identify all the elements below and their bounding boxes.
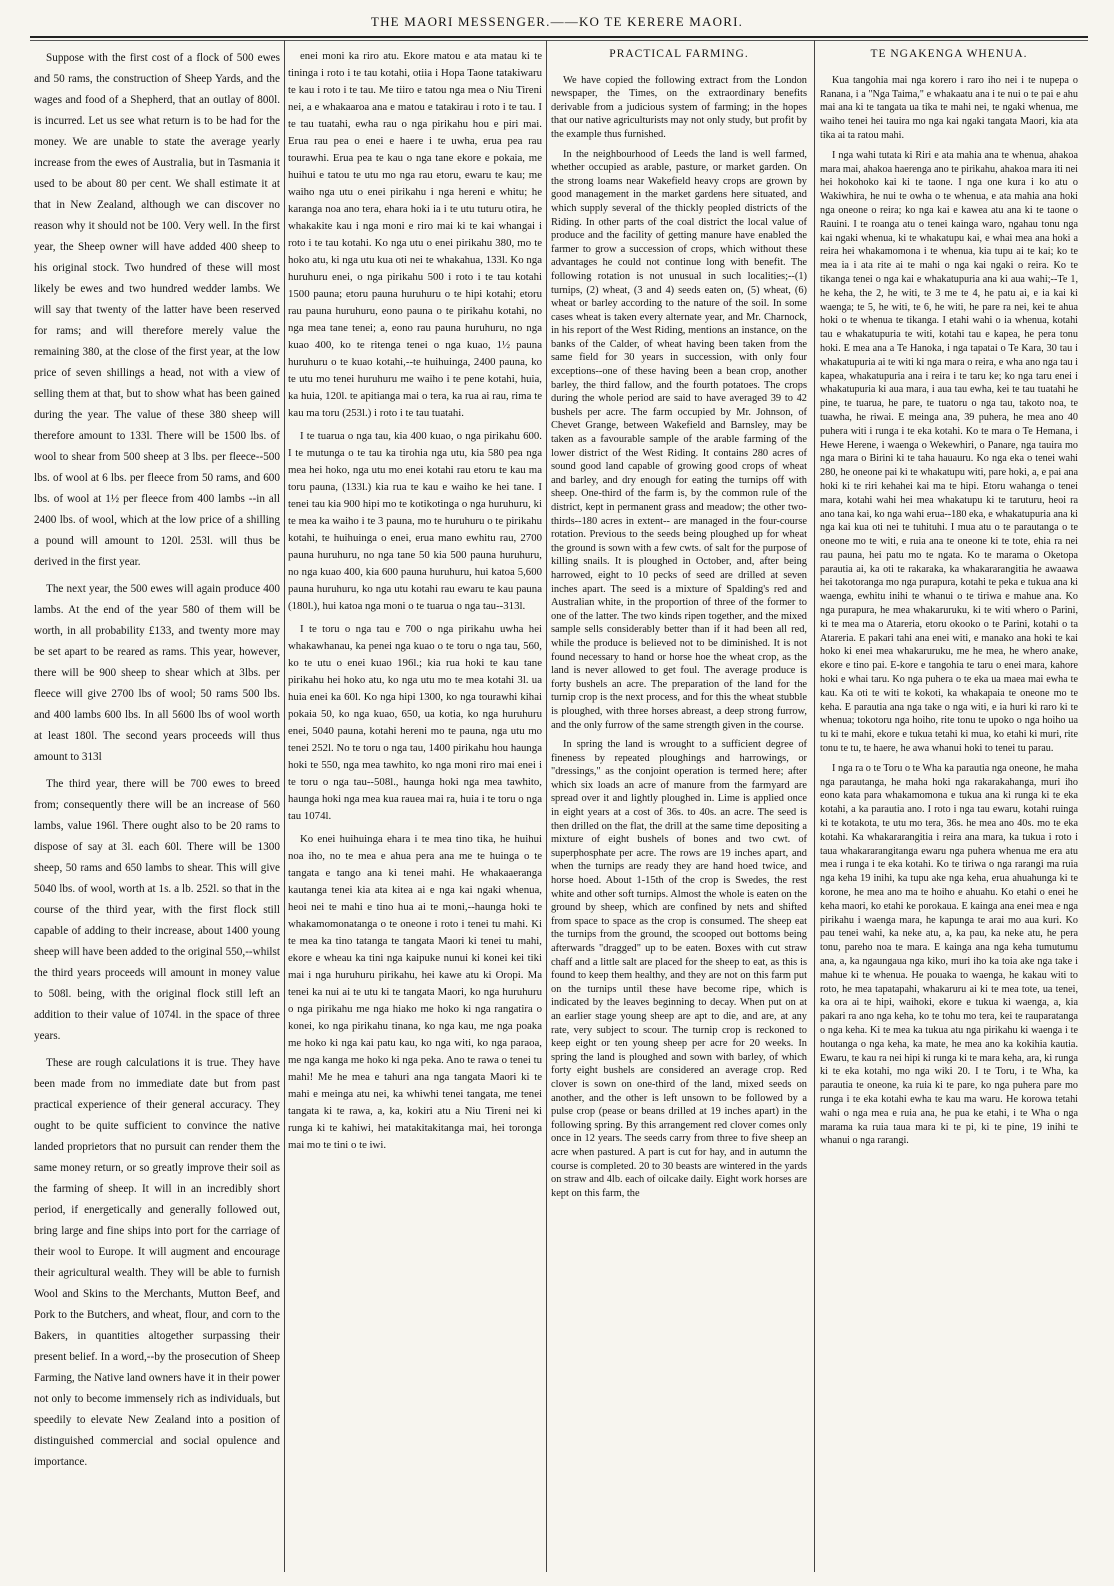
column-sheep-farming-maori: [288, 48, 542, 1572]
paragraph: I te toru o nga tau e 700 o nga pirikahu uwha hei whakawhanau, ka penei nga kuao o te toru o nga tau, 560, ko te utu o enei kuao 196l.; kia rua hoki te kau tane pirikahu hei hoko atu, ko nga utu mo te mea kotahi 3l. ua huia enei ka 60l. Ko nga hipi 1300, ko nga tourawhi kihai pokaia 50, ko nga kuao, 650, ua kotia, ko nga huruhuru enei, 5040 pauna, kotahi hereni mo te pauna, nga utu mo tenei 252l. No te toru o nga tau, 1400 pirikahu hou haunga hoki te 550, nga mea tawhito, ko nga moni riro mai enei i te toru o nga tau--508l., haunga hoki nga mea tawhito, haunga hoki nga mea kua rauea mai ra, huia i te toru o nga tau 1074l.: [288, 623, 542, 822]
column-divider: [814, 40, 815, 1572]
masthead-rule-thin: [30, 40, 1088, 41]
paragraph: The third year, there will be 700 ewes to breed from; consequently there will be an increase of 560 lambs, value 196l. There ought also to be 20 rams to dispose of say at 3l. each 60l. There will be 1300 sheep, 50 rams and 650 lambs to shear. This will give 5040 lbs. of wool, worth at 1s. a lb. 252l. so that in the course of the third year, with the first flock still capable of adding to their increase, about 1400 young sheep will have been added to the original 550,--whilst the third years proceeds will amount in money value to 508l. being, with the original flock still left an addition to their value of 1074l. in the space of three years.: [34, 778, 280, 1042]
masthead-rule: [30, 36, 1088, 38]
article-heading: TE NGAKENGA WHENUA.: [870, 48, 1028, 60]
column-practical-farming: [551, 48, 807, 1572]
paragraph: I nga ra o te Toru o te Wha ka parautia nga oneone, he maha nga parautanga, he maha hoki nga rakarakahanga, muri iho eono kata para whakamomona e tukua ana ki runga ki te eka kotahi, a ka parautia ano. I roto i nga tau ewaru, kotahi ruinga ki te kotakota, te utu mo tera, 36s. he mea ano 40s. mo te eka kotahi. Ka whakararangitia i reira ana mara, ka tukua i roto i taua whakararangitanga ewaru nga puhera whenua me era atu mea i runga i te eka kotahi. Ko te tiriwa o nga rarangi ma ruia nga keha 19 inihi, ka tupu ake nga keha, erua ahuahunga ki te korone, he mea ano ma te hoiho e ahuahu. Ko etahi o enei he keha maori, ko etahi ke porokaua. E kainga ana enei mea e nga pirikahu i waenga mara, he kapunga te arai mo aua kuri. Ko pau tenei wahi, ka neke atu, a, ka pau, ka neke atu, he pera tonu, pareho noa te mara. E kainga ana nga keha tumutumu ana, a, ka ngaungaua nga kiko, muri iho ka toia ake nga take i mahue ki te whenua. He pouaka to waenga, he kakau witi to roto, he mea tapatapahi, whakaruru ai ki te mea tote, ua tenei, ka ora ai te hipi, waihoki, ekore e tukua ki waenga, a, kia pakari ra ano nga keha, ko te tohu mo tera, kei te rauparatanga o nga keha. Ki te mea ka tukua atu nga pirikahu ki waenga i te houtanga o nga keha, ka mate, he mea ano ka kokihia kautia. Ewaru, te kau ra nei hipi ki runga ki te mara keha, ara, ki runga ki te eka kotahi, mo nga wiki 20. I te Toru, i te Wha, ka parautia te oneone, ka ruia ki te pare, ko nga puhera pare mo runga i te eka kotahi ewha te kau ma waru. He korowa tetahi wahi o nga mea e ruia ana, he pua ke etahi, i te Wha o nga marama ka ruia taua mara ki te pi, ki te pine, 19 inihi te whanui o nga rarangi.: [820, 762, 1078, 1147]
paragraph: enei moni ka riro atu. Ekore matou e ata matau ki te tininga i roto i te tau kotahi, otiia i Hopa Taone tatakiwaru te kau i roto i te tau. Me tiiro e tatou nga mea o Niu Tireni nei, a e whakaaroa ana e matou e tatakirau i roto i te tau. I te tau tuatahi, ewha rau o nga pirikahu hou e piri mai. Erua rau pea o enei e haere i te uwha, erua pea rau tourawhi. Erua pea te kau o nga tane ekore e pokaia, me huihui e tatou te utu mo nga rau etoru, ewaru te kau; me waiho nga utu o enei pirikahu i nga hereni e whitu; he karanga noa ano tera, ehara hoki ia i te utu tuturu otira, he whakakite kau i nga moni e riro mai ki te kai whangai i roto i te tau kotahi. Ko nga utu o enei pirikahu 380, mo te hoko atu, ki nga utu kua oti nei te whakahua, 133l. Ko nga huruhuru enei, o nga pirikahu 500 i roto i te tau kotahi 1500 pauna; etoru pauna huruhuru o te hipi kotahi; etoru rau pauna huruhuru, eono pauna o te pirikahu kotahi, no nga mea tane tenei; a, eono rau pauna huruhuru, no nga kuao 400, ko te ritenga tenei o nga kuao, 1½ pauna huruhuru o te kuao kotahi,--te huihuinga, 2400 pauna, ko te utu mo tenei huruhuru me waiho i te pene kotahi, huia, ka huia, 120l. te apitianga mai o tera, ka rua ai rau, rima te kau ma toru (253l.) i roto i te tau tuatahi.: [288, 50, 542, 419]
paragraph: We have copied the following extract from the London newspaper, the Times, on the extraordinary benefits derivable from a judicious system of farming; in the hopes that our native agriculturists may not only study, but profit by the example thus furnished.: [551, 74, 807, 140]
paragraph: Kua tangohia mai nga korero i raro iho nei i te nupepa o Ranana, i a "Nga Taima," e whakaatu ana i te nui o te pai e ahu mai ana ki te tangata ua tika te mahi nei, te ngaki whenua, me waiho tenei hei tauira mo nga kai ngaki tangata Maori, kia ata tika ai ta ratou mahi.: [820, 74, 1078, 141]
paragraph: The next year, the 500 ewes will again produce 400 lambs. At the end of the year 580 of them will be worth, in all probability £133, and twenty more may be set apart to be reared as rams. This year, however, there will be 900 sheep to shear which at 3lbs. per fleece will give 2700 lbs of wool; 50 rams 500 lbs. and 400 lambs 600 lbs. In all 5600 lbs of wool worth at least 180l. The second years proceeds will thus amount to 313l: [34, 583, 280, 763]
column-divider: [546, 40, 547, 1572]
paragraph: Suppose with the first cost of a flock of 500 ewes and 50 rams, the construction of Sheep Yards, and the wages and food of a Shepherd, that an outlay of 800l. is incurred. Let us see what return is to be had for the money. We are unable to state the average yearly increase from the ewes of Australia, but in Tasmania it used to be about 80 per cent. We shall estimate it at that in New Zealand, although we can discover no reason why it should not be 100. Very well. In the first year, the Sheep owner will have added 400 sheep to his original stock. Two hundred of these will most likely be ewes and two hundred wedder lambs. We will say that twenty of the latter have been reserved for rams; and will therefore merely value the remaining 380, at the close of the first year, at the low price of seven shillings a head, not with a view of selling them at that, but to show what has been gained during the year. The value of these 380 sheep will therefore amount to 133l. There will be 1500 lbs. of wool to shear from 500 sheep at 3 lbs. per fleece--500 lbs. of wool at 6 lbs. per fleece from 50 rams, and 600 lbs. of wool at 1½ per fleece from 400 lambs --in all 2400 lbs. of wool, which at the low price of a shilling a pound will amount to 120l. 253l. will thus be derived in the first year.: [34, 52, 280, 568]
masthead: THE MAORI MESSENGER.——KO TE KERERE MAORI.: [370, 14, 744, 29]
paragraph: I te tuarua o nga tau, kia 400 kuao, o nga pirikahu 600. I te mutunga o te tau ka tirohia nga utu, kia 580 pea nga mea hei hoko, nga utu mo enei kotahi rau etoru te kau ma toru pauna, (133l.) kia rua te kau e waiho ke hei tane. I tenei tau kia 900 hipi mo te kotikotinga o nga huruhuru, ki te mea ka waiho i te 3 pauna, mo te huruhuru o te pirikahu kotahi, te huihuinga o enei, erua mano ewhitu rau, 2700 pauna huruhuru, no nga tane 50 kia 500 pauna huruhuru, no nga kuao 400, kia 600 pauna huruhuru, hui katoa 5,600 pauna huruhuru, ko nga utu kotahi rau ewaru te kau pauna (180l.), hui katoa nga moni o te tuarua o nga tau--313l.: [288, 430, 542, 612]
paragraph: In spring the land is wrought to a sufficient degree of fineness by repeated ploughings and harrowings, or "dressings," as the conjoint operation is termed here; after which six loads an acre of manure from the farmyard are spread over it and lightly ploughed in. Lime is applied once in eight years at a cost of 36s. to 40s. an acre. The seed is then drilled on the flat, the drill at the same time depositing a mixture of eight bushels of bones and two cwt. of superphosphate per acre. The rows are 19 inches apart, and when the turnips are ready they are hand hoed twice, and horse hoed. About 1-15th of the crop is Swedes, the rest white and other soft turnips. Almost the whole is eaten on the ground by sheep, which are confined by nets and shifted from space to space as the crop is consumed. The sheep eat the turnips from the ground, the scooped out bottoms being afterwards "dragged" up to be eaten. Boxes with cut straw chaff and a little salt are placed for the sheep to eat, as this is found to keep them healthy, and they are not on this farm put on the turnips until these have become ripe, which is indicated by the leaves beginning to decay. When put on at an earlier stage young sheep are apt to die, and are, at any rate, very subject to scour. The turnip crop is reckoned to keep eight or ten young sheep per acre for 20 weeks. In spring the land is ploughed and sown with barley, of which forty eight bushels are considered an average crop. Red clover is sown on one-third of the land, mixed seeds on another, and the other is left unsown to be followed by a pulse crop (pease or beans drilled at 19 inches apart) in the following spring. By this arrangement red clover comes only once in 12 years. The seeds carry from three to five sheep an acre when pastured. A part is cut for hay, and in autumn the course is completed. 20 to 30 beasts are wintered in the yards on straw and 4lb. each of oilcake daily. Eight work horses are kept on this farm, the: [551, 739, 807, 1199]
paragraph: Ko enei huihuinga ehara i te mea tino tika, he huihui noa iho, no te mea e ahua pera ana me te huinga o te tangata e tango ana ki tenei mahi. He whakaaeranga kautanga tenei kia ata kitea ai e nga kai ngaki whenua, heoi nei te mahi e tino hua ai te moni,--haunga hoki te whakamomonatanga o te oneone i roto i tenei tu mahi. Ki te mea ka tino tatanga te tangata Maori ki tenei tu mahi, ekore e wheau ka tini nga kaipuke nunui ki konei kei tiki mai i nga huruhuru pirikahu, hei kawe atu ki Oropi. Ma tenei ka nui ai te utu ki te tangata Maori, ko nga huruhuru o nga pirikahu me nga hiako me hoko ki nga rangatira o konei, ko nga pirikahu tinana, ko nga kau, me nga poaka me hoko ki nga kai patu kau, ko nga witi, ko nga paraoa, me nga kanga me hoko ki nga peka. Ano te rawa o tenei tu mahi! Me he mea e tahuri ana nga tangata Maori ki te mahi e meinga atu nei, ka whiwhi tenei tangata, me tenei tangata ki te rawa, a, ka, kokiri atu a Niu Tireni nei ki runga ki te kahiwi, hei matakitakitanga mai, hei toronga mai mo te tini o te iwi.: [288, 833, 542, 1151]
article-heading: PRACTICAL FARMING.: [609, 48, 749, 60]
paragraph: These are rough calculations it is true. They have been made from no immediate date but from past practical experience of their general accuracy. They ought to be quite sufficient to convince the native landed proprietors that no pursuit can render them the same money return, or so greatly improve their soil as the farming of sheep. It will in an incredibly short period, if energetically and generally followed out, bring large and fine ships into port for the carriage of their wool to Europe. It will augment and encourage their agricultural wealth. They will be able to furnish Wool and Skins to the Merchants, Mutton Beef, and Pork to the Butchers, and wheat, flour, and corn to the Bakers, in quantities altogether surpassing their present belief. In a word,--by the prosecution of Sheep Farming, the Native land owners have it in their power not only to become immensely rich as individuals, but speedily to elevate New Zealand into a position of distinguished commercial and social opulence and importance.: [34, 1057, 280, 1468]
column-sheep-farming-english: [34, 48, 280, 1572]
column-divider: [284, 40, 285, 1572]
paragraph: I nga wahi tutata ki Riri e ata mahia ana te whenua, ahakoa mara mai, ahakoa haerenga ano te pirikahu, ahakoa mara iti nei hei hokohoko kai ki te taone. I nga one kura i ko atu o Wakiwhira, he nui te owha o te whenua, e ata mahia ana hoki nga oneone o reira; ko nga kai e kawea atu ana ki te taone o Rauini. I te roanga atu o tenei kainga waro, ngahau tonu nga kai ngaki whenua, ki te whakatupu kai, e whai mea ana hoki a reira hei whakamomona i te whenua, kia tupu ai te kai; ko te mea ia i ata rite ai te mahi o nga kai ngaki o reira. Ko te tikanga tenei o nga kai e whakatupuria ana ki aua wahi;--Te 1, he keha, the 2, he witi, te 3 me te 4, he patu ai, e ia kai ki waenga; te 5, he witi, te 6, he witi, he pare ra nei, kei te ahua hoki o te whenua te tikanga. I etahi wahi o ia whenua, kotahi tau e whakatupuria te witi, kotahi tau e kapea, he pera tonu hoki. E mea ana a Te Hanoka, i nga tapatai o Te Kara, 30 tau i whakatupuria ai te witi ki nga mara o reira, e wha ano nga tau i kapea, whakatupuria ana i reira i te taru ke; ko nga taru enei i whakatupuria ki aua mara, i aua tau ewha, kei te tau tuatahi he pine, te tuarua, he pare, te tuatoru o nga tau, takoto noa, te tuawha, he riwai. E meinga ana, 39 puhera, he mea ano 40 puhera witi i runga i te eka kotahi. Ko te mara o Te Hemana, i Hewe Herene, i waenga o Wekewhiri, o Panare, nga tauira mo nga mara o Birini ki te taha hauauru. Ko nga eka o tenei wahi 280, he oneone pai ki te whakatupu witi, pare hoki, a, e pai ana hoki ki te riri kehahei kai ma te hipi. Etoru wahanga o tenei mara, kotahi wahi hei mea whakatupu ki te taruturu, heoi ra ano tana kai, ko nga wahi erua--180 eka, e whakatupuria ana ki nga kai kua oti nei te tuhituhi. I mua atu o te parautanga o te oneone mo te witi, e ruia ana te oneone ki te tote, ehia ra nei rau pauna, hei patu mo te ngata. Ko te marama o Oketopa parautia ai, ka oti te rakaraka, ka whakararangitia he awaawa hei takotoranga mo nga purapura, kotahi te peka e tukua ana ki waenga, ewhitu inihi te whanui o te tiriwa e mahue ana. Ko nga purapura, he mea whakaruruku, ki te witi whero o Parini, ki te mea ma o Atareria, etoru okooko o te Parini, kotahi o ta Atareria. E pakari tahi ana enei witi, e manako ana hoki te kai hoko ki enei mea whakaruruku, me he mea, he whero anake, ekore e tino pai. E-kore e tangohia te taru o enei mara, kahore hoki e whai taru. Ko nga puhera o te eka ua maea mai ewha te kau. Ka oti te witi te kokoti, ka whakapaia te oneone mo te keha. E parautia ana nga take o nga witi, e ia huri ki raro ki te whenua; tokotoru nga hoiho, rite tonu te upoko o nga hoiho ua tu ki te mahi, ekore e tukua tetahi ki mua, ko etahi ki muri, rite tonu te tu, te haere, he awa whanui hoki to tenei tu parau.: [820, 149, 1078, 755]
paragraph: In the neighbourhood of Leeds the land is well farmed, whether occupied as arable, pasture, or market garden. On the strong loams near Wakefield heavy crops are grown by good management in the market gardens here situated, and which supply several of the thickly peopled districts of the Riding. In other parts of the coal district the local value of produce and the facility of getting manure have enabled the farmer to grow a succession of crops, which without these advantages he could not continue long with benefit. The following rotation is not unusual in such localities;--(1) turnips, (2) wheat, (3 and 4) seeds eaten on, (5) wheat, (6) wheat or barley according to the nature of the soil. In some cases wheat is taken every alternate year, and Mr. Charnock, in his report of the West Riding, mentions an instance, on the banks of the Calder, of wheat having been taken from the same field for 30 years in succession, with only four exceptions--one of these having been a bean crop, another barley, the third fallow, and the fourth potatoes. The crops during the whole period are said to have averaged 39 to 42 bushels per acre. The farm occupied by Mr. Johnson, of Chevet Grange, between Wakefield and Barnsley, may be taken as a favourable sample of the arable farming of the lower district of the West Riding. It contains 280 acres of sound good land capable of growing good crops of wheat and barley, and dry enough for eating the turnips off with sheep. One-third of the farm is, by the common rule of the district, kept in permanent grass and meadow; the other two-thirds--180 acres in extent-- are managed in the four-course rotation. Previous to the seeds being ploughed up for wheat the ground is sown with a few cwts. of salt for the purpose of killing snails. It is ploughed in October, and, after being harrowed, eight to 10 pecks of seed are drilled at seven inches apart. The seed is a mixture of Spalding's red and Australian white, in the proportion of three of the former to one of the latter. The two kinds ripen together, and the mixed sample sells considerably better than if it had been all red, while the produce is believed not to be diminished. It is not found necessary to hand or horse hoe the wheat crop, as the land is never allowed to get foul. The average produce is forty bushels an acre. The preparation of the land for the turnip crop is the next process, and for this the wheat stubble is ploughed, with three horses abreast, a deep strong furrow, and the only furrow of the same strength given in the course.: [551, 148, 807, 731]
column-te-ngakenga-whenua: [820, 48, 1078, 1572]
